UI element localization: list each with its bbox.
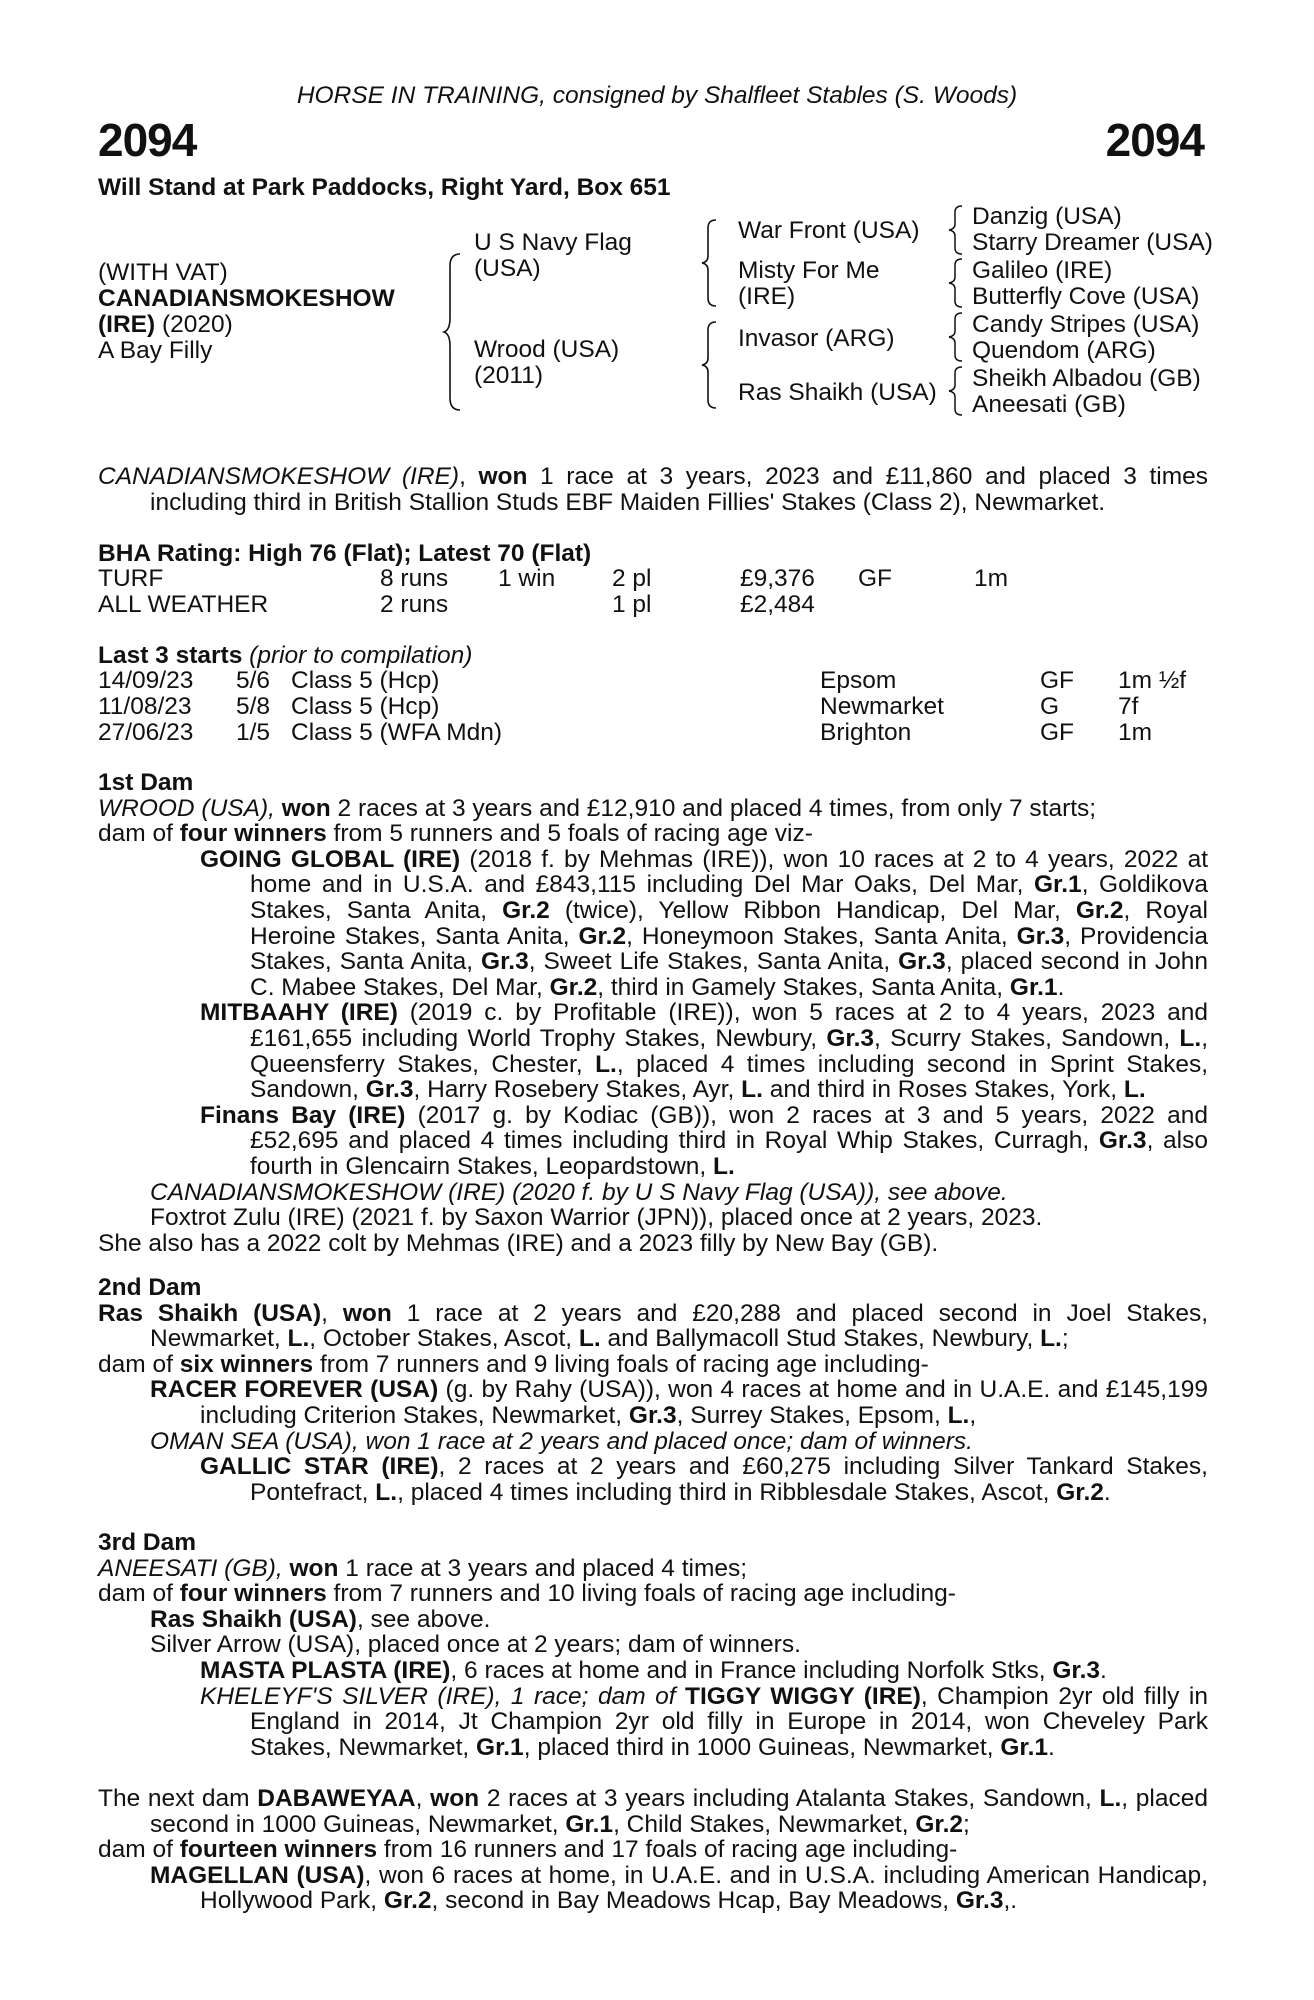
- start-distance: 1m: [1118, 719, 1153, 746]
- offspring-entry: MITBAAHY (IRE) (2019 c. by Profitable (IRE)), won 5 races at 2 to 4 years, 2023 and £161,655 including World Trophy Stakes, Newbury, Gr.3, Scurry Stakes, Sandown, L., Queensferry Stakes, Chester, L., placed 4 times including second in Sprint Stakes, Sandown, Gr.3, Harry Rosebery Stakes, Ayr, L. and third in Roses Stakes, York, L.: [200, 999, 1208, 1104]
- horse-year: (2020): [155, 311, 233, 338]
- sire-dam-name: Misty For Me: [738, 257, 880, 284]
- horse-name: CANADIANSMOKESHOW: [98, 285, 395, 312]
- offspring-entry: Finans Bay (IRE) (2017 g. by Kodiac (GB)), won 2 races at 3 and 5 years, 2022 and £52,695 and placed 4 times including third in Royal Whip Stakes, Curragh, Gr.3, also fourth in Glencairn Stakes, Leopardstown, L.: [200, 1101, 1208, 1180]
- start-race: Class 5 (Hcp): [291, 667, 440, 694]
- start-position: 5/6: [236, 667, 271, 694]
- start-distance: 1m ½f: [1118, 667, 1187, 694]
- start-going: G: [1040, 693, 1060, 720]
- brace-sd: [946, 257, 966, 309]
- rating-prize: £2,484: [740, 591, 815, 618]
- offspring-entry: CANADIANSMOKESHOW (IRE) (2020 f. by U S Navy Flag (USA)), see above.: [150, 1178, 1008, 1206]
- rating-surface: ALL WEATHER: [98, 591, 269, 618]
- vat-note: (WITH VAT): [98, 259, 228, 286]
- dam-name: Wrood (USA): [474, 336, 620, 363]
- start-date: 14/09/23: [98, 667, 194, 694]
- rating-surface: TURF: [98, 565, 164, 592]
- start-going: GF: [1040, 719, 1075, 746]
- ggs-1: Danzig (USA): [972, 203, 1122, 230]
- start-going: GF: [1040, 667, 1075, 694]
- first-dam-heading: 1st Dam: [98, 769, 194, 796]
- consignor-line: HORSE IN TRAINING, consigned by Shalfleet Stables (S. Woods): [296, 82, 1018, 109]
- brace-ds: [946, 311, 966, 363]
- third-dam-section: 3rd Dam ANEESATI (GB), won 1 race at 3 years and placed 4 times; dam of four winners from 7 runners and 10 living foals of racing age including- Ras Shaikh (USA), see above. Silver Arrow (USA), placed once at 2 years; dam of winners. MASTA PLASTA (IRE), 6 races at home and in France including Norfolk Stks, Gr.3. KHELEYF'S SILVER (IRE), 1 race; dam of TIGGY WIGGY (IRE), Champion 2yr old filly in England in 2014, Jt Champion 2yr old filly in Europe in 2014, won Cheveley Park Stakes, Newmarket, Gr.1, placed third in 1000 Guineas, Newmarket, Gr.1.: [98, 1529, 1208, 1761]
- offspring-entry: Foxtrot Zulu (IRE) (2021 f. by Saxon Warrior (JPN)), placed once at 2 years, 2023.: [150, 1204, 1043, 1232]
- summary-won: won: [478, 463, 528, 490]
- start-position: 5/8: [236, 693, 271, 720]
- lot-number-left: 2094: [98, 114, 197, 166]
- sire-dam-country: (IRE): [738, 283, 796, 310]
- also-has-note: She also has a 2022 colt by Mehmas (IRE) and a 2023 filly by New Bay (GB).: [98, 1229, 939, 1257]
- rating-heading: BHA Rating: High 76 (Flat); Latest 70 (Flat): [98, 540, 592, 567]
- start-course: Newmarket: [820, 693, 944, 720]
- rating-going: GF: [858, 565, 893, 592]
- rating-runs: 2 runs: [380, 591, 449, 618]
- lot-number-right: 2094: [1105, 114, 1204, 166]
- next-dam-section: The next dam DABAWEYAA, won 2 races at 3 years including Atalanta Stakes, Sandown, L., placed second in 1000 Guineas, Newmarket, Gr.1, Child Stakes, Newmarket, Gr.2; dam of fourteen winners from 16 runners and 17 foals of racing age including- MAGELLAN (USA), won 6 races at home, in U.A.E. and in U.S.A. including American Handicap, Hollywood Park, Gr.2, second in Bay Meadows Hcap, Bay Meadows, Gr.3,.: [98, 1785, 1208, 1915]
- rating-places: 1 pl: [612, 591, 652, 618]
- main-brace: [442, 252, 464, 412]
- start-race: Class 5 (Hcp): [291, 693, 440, 720]
- offspring-entry: MASTA PLASTA (IRE), 6 races at home and in France including Norfolk Stks, Gr.3.: [200, 1656, 1107, 1684]
- offspring-entry: KHELEYF'S SILVER (IRE), 1 race; dam of TIGGY WIGGY (IRE), Champion 2yr old filly in England in 2014, Jt Champion 2yr old filly in Europe in 2014, won Cheveley Park Stakes, Newmarket, Gr.1, placed third in 1000 Guineas, Newmarket, Gr.1.: [200, 1682, 1208, 1761]
- sire-country: (USA): [474, 255, 541, 282]
- start-course: Brighton: [820, 719, 912, 746]
- dam-sire: Invasor (ARG): [738, 325, 895, 352]
- second-dam-section: 2nd Dam Ras Shaikh (USA), won 1 race at 2 years and £20,288 and placed second in Joel Stakes, Newmarket, L., October Stakes, Ascot, L. and Ballymacoll Stud Stakes, Newbury, L.; dam of six winners from 7 runners and 9 living foals of racing age including- RACER FOREVER (USA) (g. by Rahy (USA)), won 4 races at home and in U.A.E. and £145,199 including Criterion Stakes, Newmarket, Gr.3, Surrey Stakes, Epsom, L., OMAN SEA (USA), won 1 race at 2 years and placed once; dam of winners. GALLIC STAR (IRE), 2 races at 2 years and £60,275 including Silver Tankard Stakes, Pontefract, L., placed 4 times including third in Ribblesdale Stakes, Ascot, Gr.2.: [98, 1274, 1209, 1506]
- offspring-entry: MAGELLAN (USA), won 6 races at home, in U.A.E. and in U.S.A. including American Handicap, Hollywood Park, Gr.2, second in Bay Meadows Hcap, Bay Meadows, Gr.3,.: [150, 1861, 1208, 1915]
- rating-prize: £9,376: [740, 565, 815, 592]
- stand-info: Will Stand at Park Paddocks, Right Yard, Box 651: [98, 174, 671, 201]
- horse-description: A Bay Filly: [98, 337, 213, 364]
- sire-brace: [700, 218, 720, 308]
- rating-wins: 1 win: [498, 565, 556, 592]
- ggs-2: Galileo (IRE): [972, 257, 1113, 284]
- start-distance: 7f: [1118, 693, 1139, 720]
- brace-ss: [946, 204, 966, 256]
- offspring-entry: OMAN SEA (USA), won 1 race at 2 years and placed once; dam of winners.: [150, 1427, 973, 1455]
- sire-name: U S Navy Flag: [474, 229, 632, 256]
- start-date: 11/08/23: [98, 693, 192, 720]
- sire-sire: War Front (USA): [738, 217, 920, 244]
- third-dam-heading: 3rd Dam: [98, 1529, 197, 1556]
- offspring-entry: Silver Arrow (USA), placed once at 2 years; dam of winners.: [150, 1631, 801, 1659]
- summary-horse-name: CANADIANSMOKESHOW (IRE): [98, 463, 460, 490]
- dam-brace: [700, 320, 720, 410]
- start-date: 27/06/23: [98, 719, 194, 746]
- ggs-3: Candy Stripes (USA): [972, 311, 1200, 338]
- rating-places: 2 pl: [612, 565, 652, 592]
- offspring-entry: GALLIC STAR (IRE), 2 races at 2 years and £60,275 including Silver Tankard Stakes, Pontefract, L., placed 4 times including third in Ribblesdale Stakes, Ascot, Gr.2.: [200, 1453, 1208, 1506]
- rating-distance: 1m: [974, 565, 1009, 592]
- offspring-entry: Ras Shaikh (USA), see above.: [150, 1605, 491, 1633]
- rating-runs: 8 runs: [380, 565, 449, 592]
- horse-origin: [98, 312, 233, 338]
- start-position: 1/5: [236, 719, 271, 746]
- ggd-1: Starry Dreamer (USA): [972, 229, 1213, 256]
- ggd-2: Butterfly Cove (USA): [972, 283, 1200, 310]
- last-starts-heading: Last 3 starts (prior to compilation): [98, 642, 473, 669]
- summary-text: 1 race at 3 years, 2023 and £11,860 and placed 3 times including third in British Stallion Studs EBF Maiden Fillies' Stakes (Class 2), Newmarket.: [150, 463, 1208, 516]
- start-course: Epsom: [820, 667, 897, 694]
- second-dam-heading: 2nd Dam: [98, 1274, 202, 1301]
- offspring-entry: GOING GLOBAL (IRE) (2018 f. by Mehmas (IRE)), won 10 races at 2 to 4 years, 2022 at home and in U.S.A. and £843,115 including Del Mar Oaks, Del Mar, Gr.1, Goldikova Stakes, Santa Anita, Gr.2 (twice), Yellow Ribbon Handicap, Del Mar, Gr.2, Royal Heroine Stakes, Santa Anita, Gr.2, Honeymoon Stakes, Santa Anita, Gr.3, Providencia Stakes, Santa Anita, Gr.3, Sweet Life Stakes, Santa Anita, Gr.3, placed second in John C. Mabee Stakes, Del Mar, Gr.2, third in Gamely Stakes, Santa Anita, Gr.1.: [200, 845, 1208, 1001]
- first-dam-section: 1st Dam WROOD (USA), won 2 races at 3 years and £12,910 and placed 4 times, from only 7 starts; dam of four winners from 5 runners and 5 foals of racing age viz- GOING GLOBAL (IRE) (2018 f. by Mehmas (IRE)), won 10 races at 2 to 4 years, 2022 at home and in U.S.A. and £843,115 including Del Mar Oaks, Del Mar, Gr.1, Goldikova Stakes, Santa Anita, Gr.2 (twice), Yellow Ribbon Handicap, Del Mar, Gr.2, Royal Heroine Stakes, Santa Anita, Gr.2, Honeymoon Stakes, Santa Anita, Gr.3, Providencia Stakes, Santa Anita, Gr.3, Sweet Life Stakes, Santa Anita, Gr.3, placed second in John C. Mabee Stakes, Del Mar, Gr.2, third in Gamely Stakes, Santa Anita, Gr.1. MITBAAHY (IRE) (2019 c. by Profitable (IRE)), won 5 races at 2 to 4 years, 2023 and £161,655 including World Trophy Stakes, Newbury, Gr.3, Scurry Stakes, Sandown, L., Queensferry Stakes, Chester, L., placed 4 times including second in Sprint Stakes, Sandown, Gr.3, Harry Rosebery Stakes, Ayr, L. and third in Roses Stakes, York, L. Finans Bay (IRE) (2017 g. by Kodiac (GB)), won 2 races at 3 and 5 years, 2022 and £52,695 and placed 4 times including third in Royal Whip Stakes, Curragh, Gr.3, also fourth in Glencairn Stakes, Leopardstown, L. CANADIANSMOKESHOW (IRE) (2020 f. by U S Navy Flag (USA)), see above. Foxtrot Zulu (IRE) (2021 f. by Saxon Warrior (JPN)), placed once at 2 years, 2023. She also has a 2022 colt by Mehmas (IRE) and a 2023 filly by New Bay (GB).: [98, 769, 1208, 1257]
- race-summary: CANADIANSMOKESHOW (IRE), won 1 race at 3 years, 2023 and £11,860 and placed 3 times including third in British Stallion Studs EBF Maiden Fillies' Stakes (Class 2), Newmarket.: [98, 463, 1208, 516]
- horse-country: (IRE): [98, 311, 156, 338]
- offspring-entry: RACER FOREVER (USA) (g. by Rahy (USA)), won 4 races at home and in U.A.E. and £145,199 including Criterion Stakes, Newmarket, Gr.3, Surrey Stakes, Epsom, L.,: [150, 1376, 1208, 1429]
- dam-year: (2011): [474, 362, 544, 389]
- dam-dam: Ras Shaikh (USA): [738, 379, 937, 406]
- ggs-4: Sheikh Albadou (GB): [972, 365, 1201, 392]
- start-race: Class 5 (WFA Mdn): [291, 719, 503, 746]
- ggd-3: Quendom (ARG): [972, 337, 1156, 364]
- ggd-4: Aneesati (GB): [972, 391, 1126, 418]
- brace-dd: [946, 365, 966, 417]
